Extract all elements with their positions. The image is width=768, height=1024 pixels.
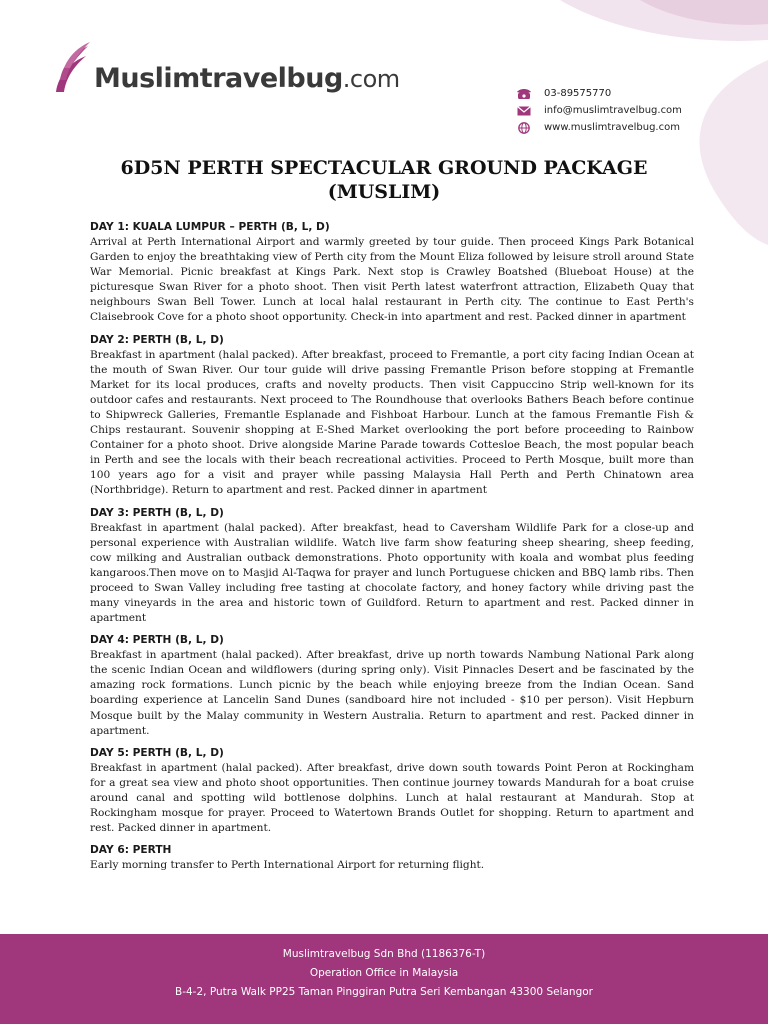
footer-address: B-4-2, Putra Walk PP25 Taman Pinggiran Putra Seri Kembangan 43300 Selangor <box>175 986 593 998</box>
day-heading: DAY 4: PERTH (B, L, D) <box>90 634 224 647</box>
itinerary-day-3 <box>90 506 694 627</box>
day-heading: DAY 5: PERTH (B, L, D) <box>90 746 224 759</box>
day-description: Breakfast in apartment (halal packed). After breakfast, drive up north towards Nambung National Park along the scenic Indian Ocean and wildflowers (during spring only). Visit Pinnacles Desert and be fascinated by the amazing rock formations. Lunch picnic by the beach while enjoying breeze from the Indian Ocean. Sand boarding experience at Lancelin Sand Dunes (sandboard hire not included - $10 per person). Visit Hepburn Mosque built by the Malay community in Western Australia. Return to apartment and rest. Packed dinner in apartment. <box>90 649 694 737</box>
day-heading: DAY 1: KUALA LUMPUR – PERTH (B, L, D) <box>90 221 330 233</box>
footer-office: Operation Office in Malaysia <box>309 967 459 979</box>
day-description: Breakfast in apartment (halal packed). After breakfast, head to Caversham Wildlife Park for a close-up and personal experience with Australian wildlife. Watch live farm show featuring sheep shearing, sheep feeding, cow milking and Australian outback demonstrations. Photo opportunity with koala and wombat plus feeding kangaroos.Then move on to Masjid Al-Taqwa for prayer and lunch Portuguese chicken and BBQ lamb ribs. Then proceed to Swan Valley including free tasting at chocolate factory, and honey factory while driving past the many vineyards in the area and historic town of Guildford. Return to apartment and rest. Packed dinner in apartment <box>90 521 694 625</box>
day-description: Breakfast in apartment (halal packed). After breakfast, drive down south towards Point Peron at Rockingham for a great sea view and photo shoot opportunities. Then continue journey towards Mandurah for a boat cruise around canal and spotting wild bottlenose dolphins. Lunch at halal restaurant at Mandurah. Stop at Rockingham mosque for prayer. Proceed to Watertown Brands Outlet for shopping. Return to apartment and rest. Packed dinner in apartment. <box>90 761 694 835</box>
day-heading: DAY 2: PERTH (B, L, D) <box>90 333 224 346</box>
day-description: Early morning transfer to Perth International Airport for returning flight. <box>90 859 485 872</box>
globe-icon <box>516 122 532 134</box>
contact-email: info@muslimtravelbug.com <box>516 102 682 119</box>
package-title <box>0 156 768 204</box>
itinerary-day-2 <box>90 333 694 499</box>
email-icon <box>516 105 532 117</box>
package-title-line-2: (MUSLIM) <box>327 181 441 203</box>
brand-logo <box>52 40 400 96</box>
itinerary-day-1 <box>90 220 694 326</box>
itinerary-day-5 <box>90 746 694 836</box>
package-title-line-1: 6D5N PERTH SPECTACULAR GROUND PACKAGE <box>120 157 648 179</box>
footer-company: Muslimtravelbug Sdn Bhd (1186376-T) <box>282 948 486 960</box>
contact-website: www.muslimtravelbug.com <box>516 119 682 136</box>
itinerary-day-6 <box>90 843 694 873</box>
day-description: Arrival at Perth International Airport and warmly greeted by tour guide. Then proceed Kings Park Botanical Garden to enjoy the breathtaking view of Perth city from the Mount Eliza followed by leisure stroll around State War Memorial. Picnic breakfast at Kings Park. Next stop is Crawley Boatshed (Blueboat House) at the picturesque Swan River for a photo shoot. Then visit Perth latest waterfront attraction, Elizabeth Quay that neighbours Swan Bell Tower. Lunch at local halal restaurant in Perth city. The continue to East Perth's Claisebrook Cove for a photo shoot opportunity. Check-in into apartment and rest. Packed dinner in apartment <box>90 236 694 324</box>
itinerary-day-4 <box>90 633 694 739</box>
phone-icon <box>516 88 532 100</box>
day-description: Breakfast in apartment (halal packed). After breakfast, proceed to Fremantle, a port city facing Indian Ocean at the mouth of Swan River. Our tour guide will drive passing Fremantle Prison before stopping at Fremantle Market for its local produces, crafts and novelty products. Then visit Cappuccino Strip well-known for its outdoor cafes and restaurants. Next proceed to The Roundhouse that overlooks Bathers Beach before continue to Shipwreck Galleries, Fremantle Esplanade and Fishboat Harbour. Lunch at the famous Fremantle Fish & Chips restaurant. Souvenir shopping at E-Shed Market overlooking the port before proceeding to Rainbow Container for a photo shoot. Drive alongside Marine Parade towards Cottesloe Beach, the most popular beach in Perth and see the locals with their beach recreational activities. Proceed to Perth Mosque, built more than 100 years ago for a visit and prayer while passing Malaysia Hall Perth and Perth Chinatown area (Northbridge). Return to apartment and rest. Packed dinner in apartment <box>90 348 694 497</box>
leaf-swirl-icon <box>52 40 92 96</box>
contact-block <box>516 85 682 136</box>
day-heading: DAY 6: PERTH <box>90 844 172 857</box>
brand-name: Muslimtravelbug.com <box>94 63 400 94</box>
day-heading: DAY 3: PERTH (B, L, D) <box>90 506 224 519</box>
company-footer <box>0 934 768 1024</box>
itinerary <box>90 220 694 880</box>
contact-phone: 03-89575770 <box>516 85 682 102</box>
